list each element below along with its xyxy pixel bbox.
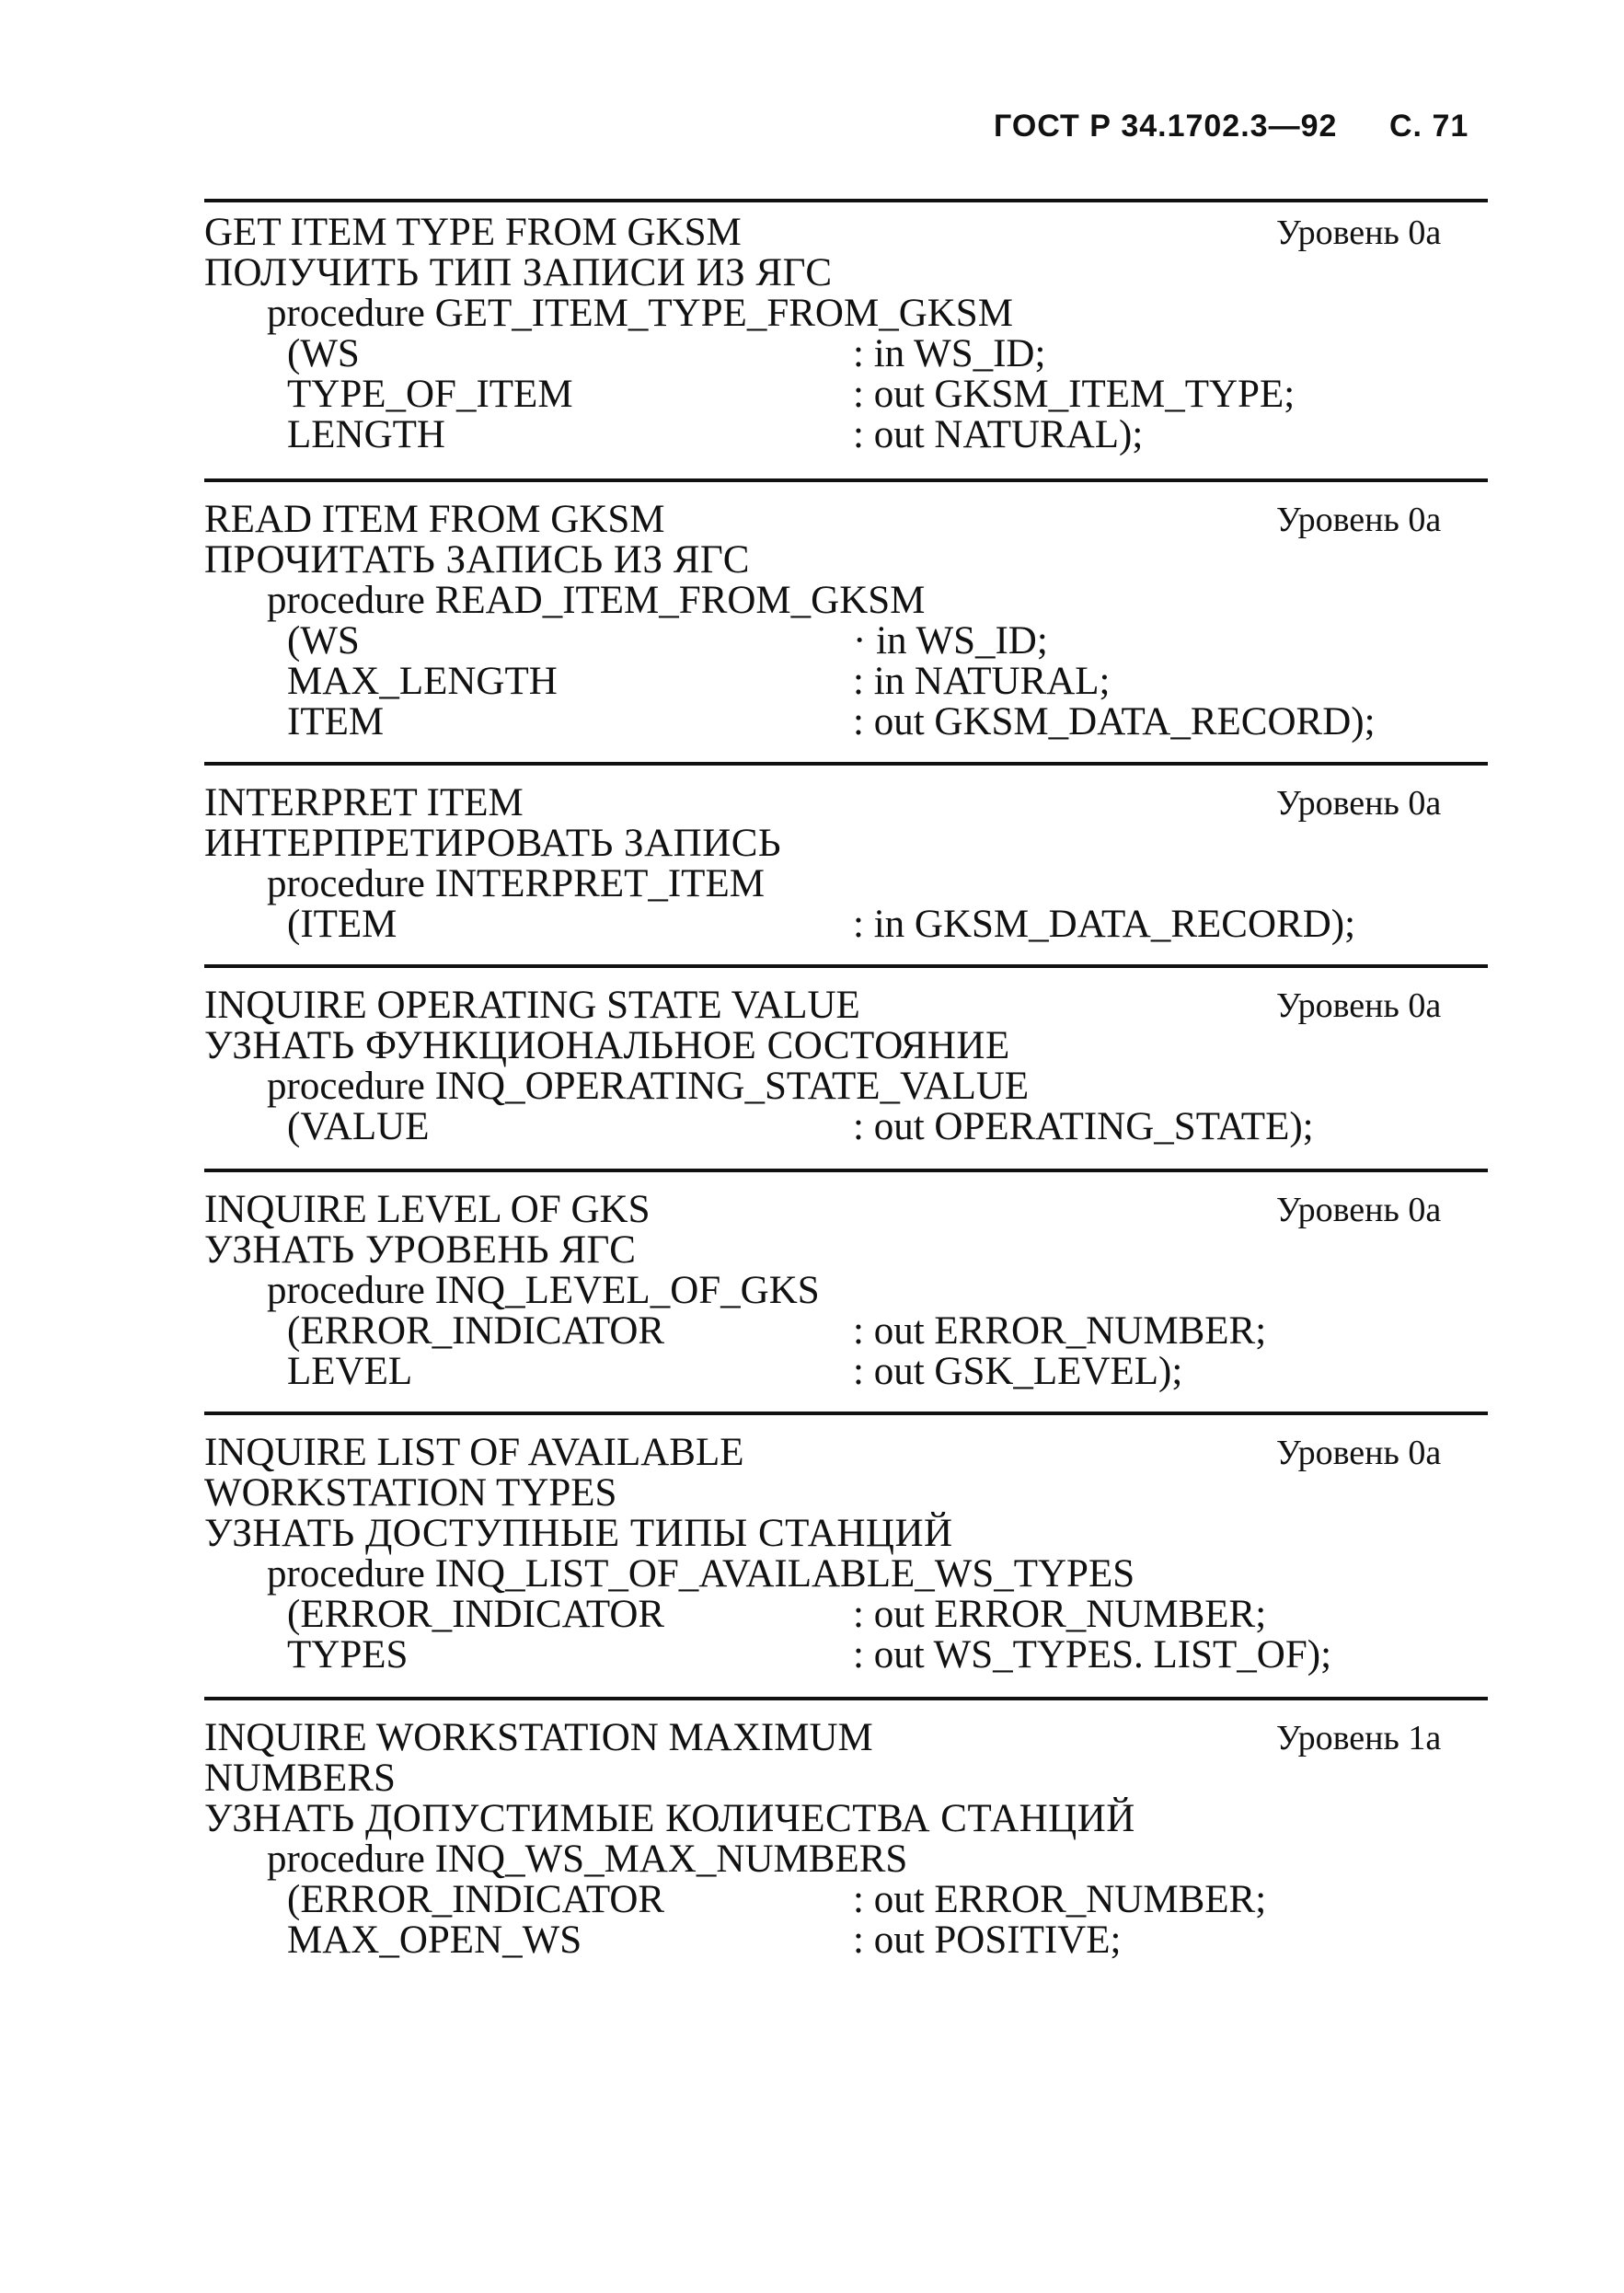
parameter-type: : out POSITIVE; <box>853 1919 1122 1962</box>
parameter-name: (ERROR_INDICATOR <box>287 1309 665 1353</box>
procedure-signature: procedure INTERPRET_ITEM <box>267 862 765 905</box>
parameter-name: ITEM <box>287 700 385 743</box>
parameter-name: (ITEM <box>287 903 397 946</box>
function-title-ru: ИНТЕРПРЕТИРОВАТЬ ЗАПИСЬ <box>204 822 782 865</box>
parameter-name: (ERROR_INDICATOR <box>287 1878 665 1921</box>
separator-rule <box>204 1169 1488 1172</box>
parameter-name: (ERROR_INDICATOR <box>287 1593 665 1636</box>
procedure-signature: procedure INQ_WS_MAX_NUMBERS <box>267 1838 908 1881</box>
parameter-type: : out NATURAL); <box>853 413 1144 456</box>
function-title-ru: ПОЛУЧИТЬ ТИП ЗАПИСИ ИЗ ЯГС <box>204 251 833 294</box>
parameter-row <box>204 904 1575 946</box>
procedure-signature: procedure GET_ITEM_TYPE_FROM_GKSM <box>267 292 1013 335</box>
parameter-row <box>204 1594 1575 1636</box>
function-title-en: INQUIRE OPERATING STATE VALUE Уровень 0а <box>204 984 1442 1027</box>
parameter-row <box>204 620 1575 663</box>
parameter-type: : out WS_TYPES. LIST_OF); <box>853 1633 1332 1677</box>
parameter-row <box>204 701 1575 743</box>
separator-rule <box>204 964 1488 968</box>
parameter-name: TYPE_OF_ITEM <box>287 373 573 416</box>
function-title-ru: ПРОЧИТАТЬ ЗАПИСЬ ИЗ ЯГС <box>204 538 750 582</box>
parameter-type: : in GKSM_DATA_RECORD); <box>853 903 1356 946</box>
parameter-name: (WS <box>287 619 360 663</box>
parameter-row <box>204 1106 1575 1148</box>
separator-rule <box>204 478 1488 482</box>
parameter-row <box>204 1634 1575 1677</box>
function-level: Уровень 0а <box>1276 986 1442 1025</box>
procedure-signature: procedure INQ_LEVEL_OF_GKS <box>267 1269 820 1312</box>
parameter-type: : out ERROR_NUMBER; <box>853 1593 1267 1636</box>
separator-rule <box>204 762 1488 766</box>
function-level: Уровень 0а <box>1276 213 1442 252</box>
parameter-name: MAX_LENGTH <box>287 660 558 703</box>
separator-rule <box>204 1697 1488 1700</box>
parameter-row <box>204 1310 1575 1353</box>
separator-rule <box>204 199 1488 202</box>
procedure-signature: procedure INQ_OPERATING_STATE_VALUE <box>267 1065 1030 1108</box>
function-title-en: GET ITEM TYPE FROM GKSM Уровень 0а <box>204 211 1442 254</box>
separator-rule <box>204 1412 1488 1415</box>
parameter-name: LENGTH <box>287 413 445 456</box>
parameter-row <box>204 333 1575 375</box>
parameter-type: : out ERROR_NUMBER; <box>853 1878 1267 1921</box>
parameter-name: (WS <box>287 332 360 375</box>
function-title-ru: УЗНАТЬ УРОВЕНЬ ЯГС <box>204 1228 637 1272</box>
function-title-en: INTERPRET ITEM Уровень 0а <box>204 781 1442 824</box>
parameter-row <box>204 1919 1575 1962</box>
parameter-type: : out GKSM_ITEM_TYPE; <box>853 373 1296 416</box>
function-title-en: INQUIRE LEVEL OF GKS Уровень 0а <box>204 1188 1442 1231</box>
function-level: Уровень 1а <box>1276 1719 1442 1757</box>
function-title-ru: УЗНАТЬ ФУНКЦИОНАЛЬНОЕ СОСТОЯНИЕ <box>204 1024 1010 1067</box>
function-level: Уровень 0а <box>1276 1191 1442 1229</box>
parameter-row <box>204 1351 1575 1393</box>
parameter-type: : in WS_ID; <box>853 332 1046 375</box>
function-title-en-continued: NUMBERS <box>204 1757 396 1800</box>
parameter-type: : in NATURAL; <box>853 660 1111 703</box>
parameter-row <box>204 374 1575 416</box>
parameter-type: : out GSK_LEVEL); <box>853 1350 1183 1393</box>
function-title-en: INQUIRE LIST OF AVAILABLE Уровень 0а <box>204 1431 1442 1474</box>
function-level: Уровень 0а <box>1276 784 1442 823</box>
function-title-ru: УЗНАТЬ ДОПУСТИМЫЕ КОЛИЧЕСТВА СТАНЦИЙ <box>204 1797 1135 1840</box>
parameter-row <box>204 661 1575 703</box>
parameter-row <box>204 414 1575 456</box>
parameter-name: MAX_OPEN_WS <box>287 1919 582 1962</box>
parameter-row <box>204 1879 1575 1921</box>
parameter-name: LEVEL <box>287 1350 413 1393</box>
function-level: Уровень 0а <box>1276 1434 1442 1472</box>
function-title-en-continued: WORKSTATION TYPES <box>204 1471 617 1515</box>
parameter-type: : out OPERATING_STATE); <box>853 1105 1314 1148</box>
parameter-type: : out ERROR_NUMBER; <box>853 1309 1267 1353</box>
page-number: С. 71 <box>1389 109 1469 144</box>
standard-number: ГОСТ Р 34.1702.3—92 <box>994 109 1338 144</box>
parameter-type: : out GKSM_DATA_RECORD); <box>853 700 1376 743</box>
function-title-ru: УЗНАТЬ ДОСТУПНЫЕ ТИПЫ СТАНЦИЙ <box>204 1512 953 1555</box>
parameter-type: · in WS_ID; <box>853 619 1048 663</box>
parameter-name: TYPES <box>287 1633 409 1677</box>
procedure-signature: procedure INQ_LIST_OF_AVAILABLE_WS_TYPES <box>267 1552 1135 1596</box>
function-title-en: INQUIRE WORKSTATION MAXIMUM Уровень 1а <box>204 1716 1442 1759</box>
function-level: Уровень 0а <box>1276 501 1442 539</box>
procedure-signature: procedure READ_ITEM_FROM_GKSM <box>267 579 926 622</box>
function-title-en: READ ITEM FROM GKSM Уровень 0а <box>204 498 1442 541</box>
parameter-name: (VALUE <box>287 1105 430 1148</box>
